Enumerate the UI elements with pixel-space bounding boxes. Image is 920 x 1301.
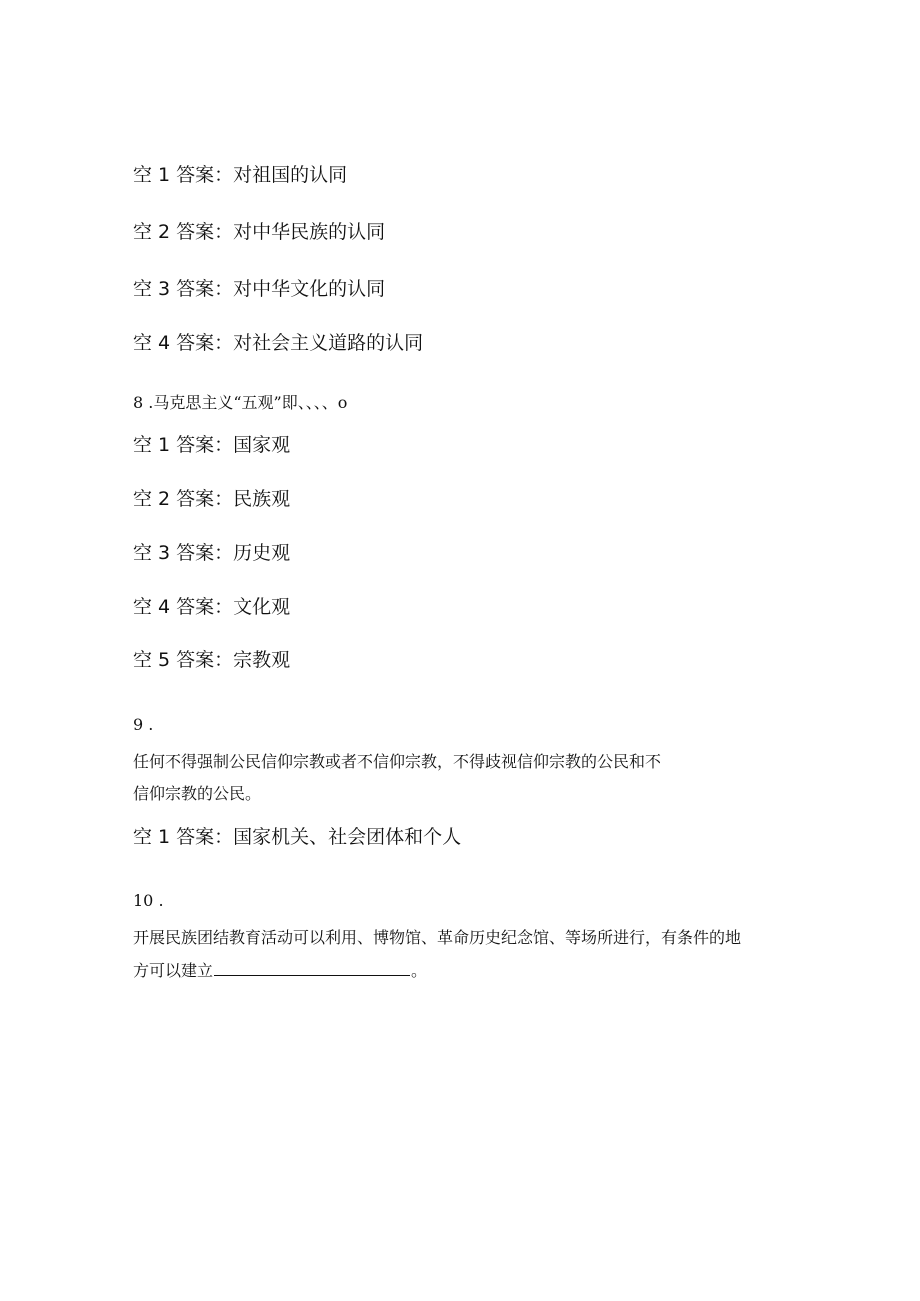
answer-line: 空 2 答案：民族观 xyxy=(133,488,291,510)
answer-line: 空 3 答案：对中华文化的认同 xyxy=(133,278,386,300)
answer-line: 空 2 答案：对中华民族的认同 xyxy=(133,221,386,243)
question-10-number: 10 . xyxy=(133,891,164,910)
question-9-text-line2: 信仰宗教的公民。 xyxy=(133,784,262,803)
question-8: 8 .马克思主义“五观”即、、、、o xyxy=(133,393,348,412)
answer-line: 空 5 答案：宗教观 xyxy=(133,649,291,671)
answer-line: 空 1 答案：国家观 xyxy=(133,434,291,456)
question-10-prefix: 方可以建立 xyxy=(133,961,214,980)
question-9-text-line1: 任何不得强制公民信仰宗教或者不信仰宗教，不得歧视信仰宗教的公民和不 xyxy=(133,752,662,771)
fill-blank xyxy=(214,959,410,976)
question-10-text-line1: 开展民族团结教育活动可以利用、博物馆、革命历史纪念馆、等场所进行，有条件的地 xyxy=(133,928,742,947)
question-9-number: 9 . xyxy=(133,715,154,734)
answer-line: 空 3 答案：历史观 xyxy=(133,542,291,564)
answer-line: 空 4 答案：对社会主义道路的认同 xyxy=(133,332,424,354)
question-10-suffix: 。 xyxy=(411,961,428,980)
answer-line: 空 1 答案：国家机关、社会团体和个人 xyxy=(133,826,462,848)
question-10-text-line2 xyxy=(133,959,427,982)
answer-line: 空 1 答案：对祖国的认同 xyxy=(133,164,348,186)
answer-line: 空 4 答案：文化观 xyxy=(133,596,291,618)
